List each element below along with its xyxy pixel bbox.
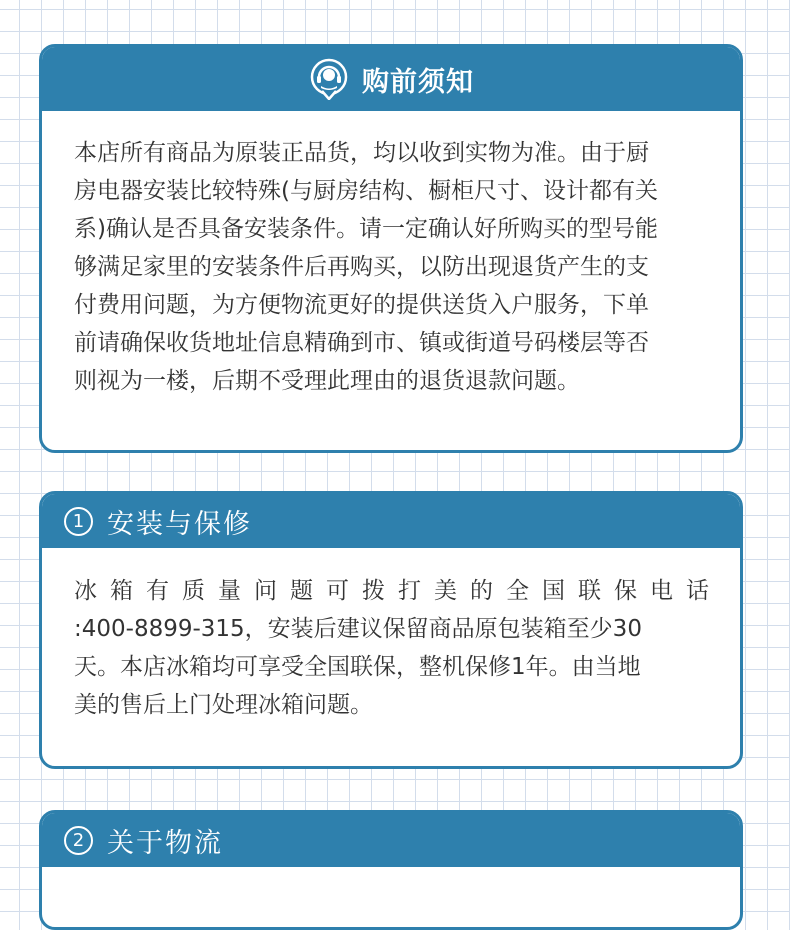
install-char: 联 <box>578 578 601 604</box>
install-char: 问 <box>254 578 277 604</box>
install-char: 题 <box>290 578 313 604</box>
notice-line: 房电器安装比较特殊(与厨房结构、橱柜尺寸、设计都有关 <box>74 178 658 204</box>
section-number-badge: 1 <box>64 507 93 536</box>
notice-line: 够满足家里的安装条件后再购买，以防出现退货产生的支 <box>74 254 649 280</box>
install-char: 电 <box>650 578 673 604</box>
section-number-badge: 2 <box>64 826 93 855</box>
install-warranty-card <box>39 491 743 769</box>
purchase-notice-card <box>39 44 743 453</box>
purchase-notice-title: 购前须知 <box>362 66 474 98</box>
install-line: :400-8899-315，安装后建议保留商品原包装箱至少30 <box>74 616 642 642</box>
install-char: 有 <box>146 578 169 604</box>
notice-line: 本店所有商品为原装正品货，均以收到实物为准。由于厨 <box>74 140 649 166</box>
install-char: 的 <box>470 578 493 604</box>
notice-line: 系)确认是否具备安装条件。请一定确认好所购买的型号能 <box>74 216 658 242</box>
purchase-notice-body <box>42 111 740 400</box>
install-first-line <box>74 572 709 610</box>
install-char: 打 <box>398 578 421 604</box>
install-char: 箱 <box>110 578 133 604</box>
install-line: 美的售后上门处理冰箱问题。 <box>74 692 373 718</box>
logistics-card <box>39 810 743 930</box>
logistics-header <box>42 813 740 867</box>
install-warranty-title: 安装与保修 <box>107 508 252 540</box>
notice-line: 则视为一楼，后期不受理此理由的退货退款问题。 <box>74 368 580 394</box>
install-warranty-body <box>42 548 740 724</box>
install-char: 美 <box>434 578 457 604</box>
install-char: 冰 <box>74 578 97 604</box>
install-char: 可 <box>326 578 349 604</box>
install-char: 国 <box>542 578 565 604</box>
install-char: 量 <box>218 578 241 604</box>
purchase-notice-header <box>42 47 740 111</box>
install-line: 天。本店冰箱均可享受全国联保，整机保修1年。由当地 <box>74 654 641 680</box>
install-char: 全 <box>506 578 529 604</box>
install-warranty-header <box>42 494 740 548</box>
customer-service-icon <box>308 58 350 100</box>
install-char: 保 <box>614 578 637 604</box>
install-char: 拨 <box>362 578 385 604</box>
install-char: 质 <box>182 578 205 604</box>
notice-line: 付费用问题，为方便物流更好的提供送货入户服务，下单 <box>74 292 649 318</box>
install-char: 话 <box>686 578 709 604</box>
notice-line: 前请确保收货地址信息精确到市、镇或街道号码楼层等否 <box>74 330 649 356</box>
logistics-title: 关于物流 <box>107 827 223 859</box>
